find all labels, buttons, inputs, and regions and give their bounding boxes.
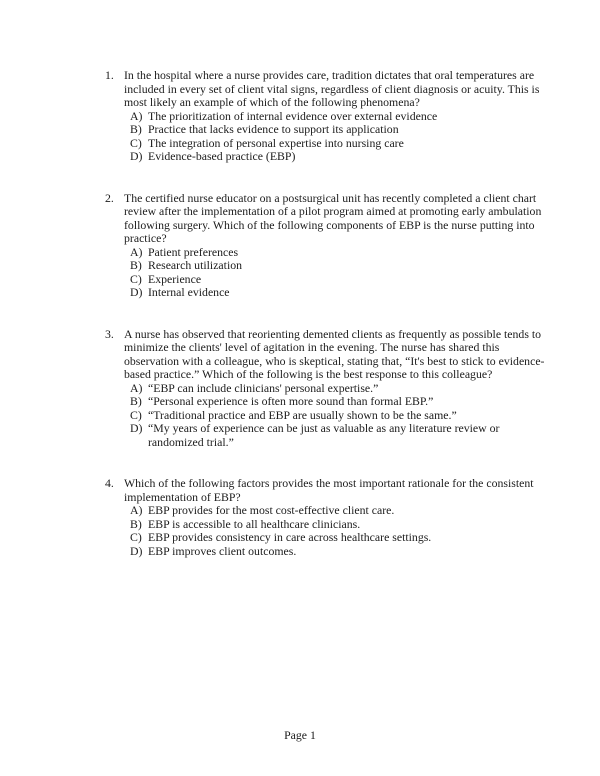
option-text: EBP improves client outcomes. xyxy=(148,543,297,558)
option-text: Patient preferences xyxy=(148,244,239,259)
option-text: EBP is accessible to all healthcare clinicians. xyxy=(148,516,361,531)
option-text: The prioritization of internal evidence over external evidence xyxy=(148,108,438,123)
option-letter: D) xyxy=(130,149,143,163)
question-text: The certified nurse educator on a postsurgical unit has recently completed a client chart review after the implementation of a pilot program aimed at promoting early ambulation following surgery. Which of the following components of EBP is the nurse putting into practice? xyxy=(124,190,542,245)
option-c xyxy=(130,409,545,423)
question-list xyxy=(105,69,545,586)
option-letter: B) xyxy=(130,258,142,272)
option-text: Practice that lacks evidence to support its application xyxy=(148,122,399,136)
option-text: “Traditional practice and EBP are usually shown to be the same.” xyxy=(148,407,457,422)
question-number: 2. xyxy=(105,190,114,205)
option-letter: A) xyxy=(130,380,143,395)
option-text: Research utilization xyxy=(148,258,243,272)
option-d xyxy=(130,422,545,449)
option-letter: A) xyxy=(130,108,143,123)
option-text: “My years of experience can be just as valuable as any literature review or randomized trial.” xyxy=(148,421,500,449)
option-letter: A) xyxy=(130,503,143,517)
question-3 xyxy=(105,328,545,450)
option-letter: B) xyxy=(130,122,142,136)
option-text: Internal evidence xyxy=(148,285,230,299)
options-list xyxy=(130,246,545,300)
option-a xyxy=(130,382,545,396)
option-letter: C) xyxy=(130,271,142,286)
option-c xyxy=(130,273,545,287)
options-list xyxy=(130,110,545,164)
question-number: 3. xyxy=(105,326,114,341)
option-letter: C) xyxy=(130,407,142,422)
option-c xyxy=(130,531,545,545)
option-letter: C) xyxy=(130,135,142,150)
option-a xyxy=(130,504,545,518)
option-letter: D) xyxy=(130,421,143,435)
option-text: “Personal experience is often more sound than formal EBP.” xyxy=(148,394,434,408)
option-a xyxy=(130,110,545,124)
option-text: EBP provides consistency in care across healthcare settings. xyxy=(148,530,432,544)
option-d xyxy=(130,150,545,164)
question-number: 4. xyxy=(105,476,114,490)
question-number: 1. xyxy=(105,68,114,82)
option-text: Evidence-based practice (EBP) xyxy=(148,149,296,163)
question-text: A nurse has observed that reorienting demented clients as frequently as possible tends to minimize the clients' level of agitation in the evening. The nurse has shared this observation with a colleague, who is skeptical, stating that, “It's best to stick to evidence-based practice.” Which of the following is the best response to this colleague? xyxy=(124,326,545,381)
option-b xyxy=(130,259,545,273)
option-letter: C) xyxy=(130,530,142,544)
option-b xyxy=(130,395,545,409)
option-text: EBP provides for the most cost-effective client care. xyxy=(148,503,395,517)
option-d xyxy=(130,286,545,300)
options-list xyxy=(130,504,545,558)
option-text: The integration of personal expertise into nursing care xyxy=(148,135,404,150)
question-text: In the hospital where a nurse provides care, tradition dictates that oral temperatures are included in every set of client vital signs, regardless of client diagnosis or acuity. This is most likely an example of which of the following phenomena? xyxy=(124,68,540,109)
question-2 xyxy=(105,192,545,300)
question-text: Which of the following factors provides the most important rationale for the consistent implementation of EBP? xyxy=(124,476,534,504)
option-text: “EBP can include clinicians' personal expertise.” xyxy=(148,380,379,395)
option-letter: D) xyxy=(130,543,143,558)
options-list xyxy=(130,382,545,450)
option-letter: B) xyxy=(130,394,142,408)
option-a xyxy=(130,246,545,260)
option-letter: B) xyxy=(130,516,142,531)
page-number: Page 1 xyxy=(284,728,316,742)
option-b xyxy=(130,518,545,532)
option-text: Experience xyxy=(148,271,202,286)
option-d xyxy=(130,545,545,559)
question-4 xyxy=(105,477,545,558)
option-letter: D) xyxy=(130,285,143,299)
question-1 xyxy=(105,69,545,164)
option-c xyxy=(130,137,545,151)
option-letter: A) xyxy=(130,244,143,259)
option-b xyxy=(130,123,545,137)
